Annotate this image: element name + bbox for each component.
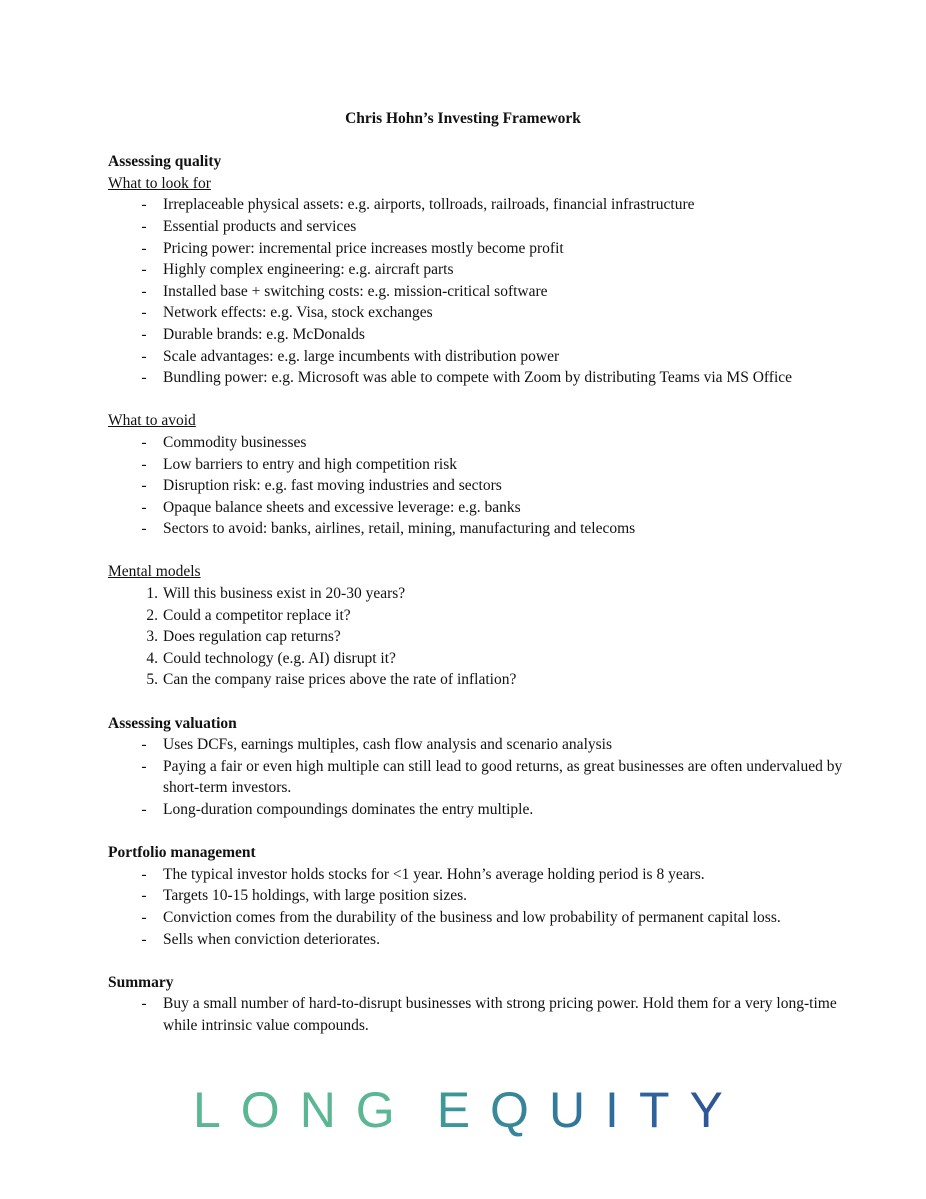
- dash-marker: -: [141, 455, 147, 473]
- dash-marker: -: [141, 995, 147, 1013]
- list-item: [108, 194, 848, 216]
- list-item-text: Opaque balance sheets and excessive leverage: e.g. banks: [163, 498, 521, 516]
- list-item-text: Could technology (e.g. AI) disrupt it?: [163, 649, 396, 667]
- paragraph-spacer: [108, 389, 848, 411]
- mental-models-list: [108, 583, 848, 691]
- number-marker: 3.: [146, 628, 158, 646]
- list-item-text: Could a competitor replace it?: [163, 606, 351, 624]
- list-item: [108, 734, 848, 756]
- section-heading-quality: Assessing quality: [108, 153, 222, 171]
- paragraph-spacer: [108, 540, 848, 562]
- paragraph-spacer: [108, 691, 848, 713]
- list-item: [108, 583, 848, 605]
- dash-marker: -: [141, 498, 147, 516]
- valuation-list: [108, 734, 848, 820]
- dash-marker: -: [141, 477, 147, 495]
- list-item-text: Sectors to avoid: banks, airlines, retail, mining, manufacturing and telecoms: [163, 520, 636, 538]
- dash-marker: -: [141, 239, 147, 257]
- document-title: Chris Hohn’s Investing Framework: [345, 110, 581, 127]
- dash-marker: -: [141, 347, 147, 365]
- dash-marker: -: [141, 757, 147, 775]
- number-marker: 2.: [146, 606, 158, 624]
- list-item-text: Network effects: e.g. Visa, stock exchanges: [163, 304, 433, 322]
- dash-marker: -: [141, 369, 147, 387]
- list-item-text: Sells when conviction deteriorates.: [163, 930, 380, 948]
- list-item-text: Scale advantages: e.g. large incumbents with distribution power: [163, 347, 560, 365]
- paragraph-spacer: [108, 950, 848, 972]
- list-item: [108, 669, 848, 691]
- subheading-what-to-look-for: What to look for: [108, 174, 211, 192]
- list-item: [108, 626, 848, 648]
- list-item-text: Targets 10-15 holdings, with large position sizes.: [163, 887, 468, 905]
- list-item: [108, 302, 848, 324]
- list-item-text: Paying a fair or even high multiple can still lead to good returns, as great businesses are often undervalued by short-term investors.: [163, 757, 843, 797]
- dash-marker: -: [141, 196, 147, 214]
- list-item: [108, 281, 848, 303]
- list-item: [108, 367, 848, 389]
- list-item: [108, 324, 848, 346]
- list-item-text: Pricing power: incremental price increases mostly become profit: [163, 239, 564, 257]
- list-item-text: Durable brands: e.g. McDonalds: [163, 325, 365, 343]
- subheading-mental-models: Mental models: [108, 563, 201, 581]
- paragraph-spacer: [108, 821, 848, 843]
- number-marker: 5.: [146, 671, 158, 689]
- list-item: [108, 518, 848, 540]
- list-item: [108, 929, 848, 951]
- dash-marker: -: [141, 887, 147, 905]
- list-item-text: Irreplaceable physical assets: e.g. airports, tollroads, railroads, financial infrastructure: [163, 196, 695, 214]
- dash-marker: -: [141, 520, 147, 538]
- number-marker: 4.: [146, 649, 158, 667]
- dash-marker: -: [141, 433, 147, 451]
- list-item-text: Commodity businesses: [163, 433, 307, 451]
- list-item-text: Uses DCFs, earnings multiples, cash flow analysis and scenario analysis: [163, 736, 612, 754]
- long-equity-logo: [193, 1082, 743, 1138]
- list-item: [108, 907, 848, 929]
- list-item: [108, 475, 848, 497]
- dash-marker: -: [141, 801, 147, 818]
- list-item: [108, 756, 848, 799]
- list-item: [108, 216, 848, 238]
- list-item: [108, 993, 848, 1036]
- list-item-text: Installed base + switching costs: e.g. mission-critical software: [163, 282, 548, 300]
- list-item-text: Can the company raise prices above the rate of inflation?: [163, 671, 517, 689]
- list-item: [108, 885, 848, 907]
- list-item: [108, 648, 848, 670]
- list-item: [108, 799, 848, 821]
- dash-marker: -: [141, 304, 147, 322]
- dash-marker: -: [141, 282, 147, 300]
- list-item: [108, 432, 848, 454]
- list-item: [108, 346, 848, 368]
- list-item-text: Conviction comes from the durability of the business and low probability of permanent capital loss.: [163, 908, 781, 926]
- list-item-text: Essential products and services: [163, 217, 357, 235]
- list-item-text: Will this business exist in 20-30 years?: [163, 585, 406, 603]
- dash-marker: -: [141, 865, 147, 883]
- portfolio-list: [108, 864, 848, 950]
- list-item: [108, 259, 848, 281]
- list-item: [108, 238, 848, 260]
- number-marker: 1.: [146, 585, 158, 603]
- list-item-text: Does regulation cap returns?: [163, 628, 341, 646]
- avoid-list: [108, 432, 848, 540]
- dash-marker: -: [141, 736, 147, 754]
- dash-marker: -: [141, 908, 147, 926]
- list-item: [108, 497, 848, 519]
- logo-word-long: LONG: [193, 1082, 415, 1138]
- list-item: [108, 605, 848, 627]
- list-item-text: Highly complex engineering: e.g. aircraft parts: [163, 261, 454, 279]
- list-item-text: Disruption risk: e.g. fast moving industries and sectors: [163, 477, 502, 495]
- dash-marker: -: [141, 930, 147, 948]
- list-item: [108, 864, 848, 886]
- summary-list: [108, 993, 848, 1036]
- list-item-text: The typical investor holds stocks for <1 year. Hohn’s average holding period is 8 years.: [163, 865, 705, 883]
- list-item-text: Bundling power: e.g. Microsoft was able to compete with Zoom by distributing Teams via MS Office: [163, 369, 793, 387]
- document-page: [108, 108, 848, 1037]
- list-item-text: Long-duration compoundings dominates the entry multiple.: [163, 801, 534, 818]
- dash-marker: -: [141, 217, 147, 235]
- list-item: [108, 454, 848, 476]
- list-item-text: Buy a small number of hard-to-disrupt businesses with strong pricing power. Hold them for a very long-time while intrinsic value compounds.: [163, 995, 837, 1034]
- section-heading-portfolio: Portfolio management: [108, 844, 256, 862]
- logo-word-equity: EQUITY: [436, 1082, 743, 1138]
- section-heading-summary: Summary: [108, 973, 174, 991]
- section-heading-valuation: Assessing valuation: [108, 714, 237, 732]
- list-item-text: Low barriers to entry and high competition risk: [163, 455, 458, 473]
- dash-marker: -: [141, 261, 147, 279]
- subheading-what-to-avoid: What to avoid: [108, 412, 196, 430]
- look-for-list: [108, 194, 848, 388]
- dash-marker: -: [141, 325, 147, 343]
